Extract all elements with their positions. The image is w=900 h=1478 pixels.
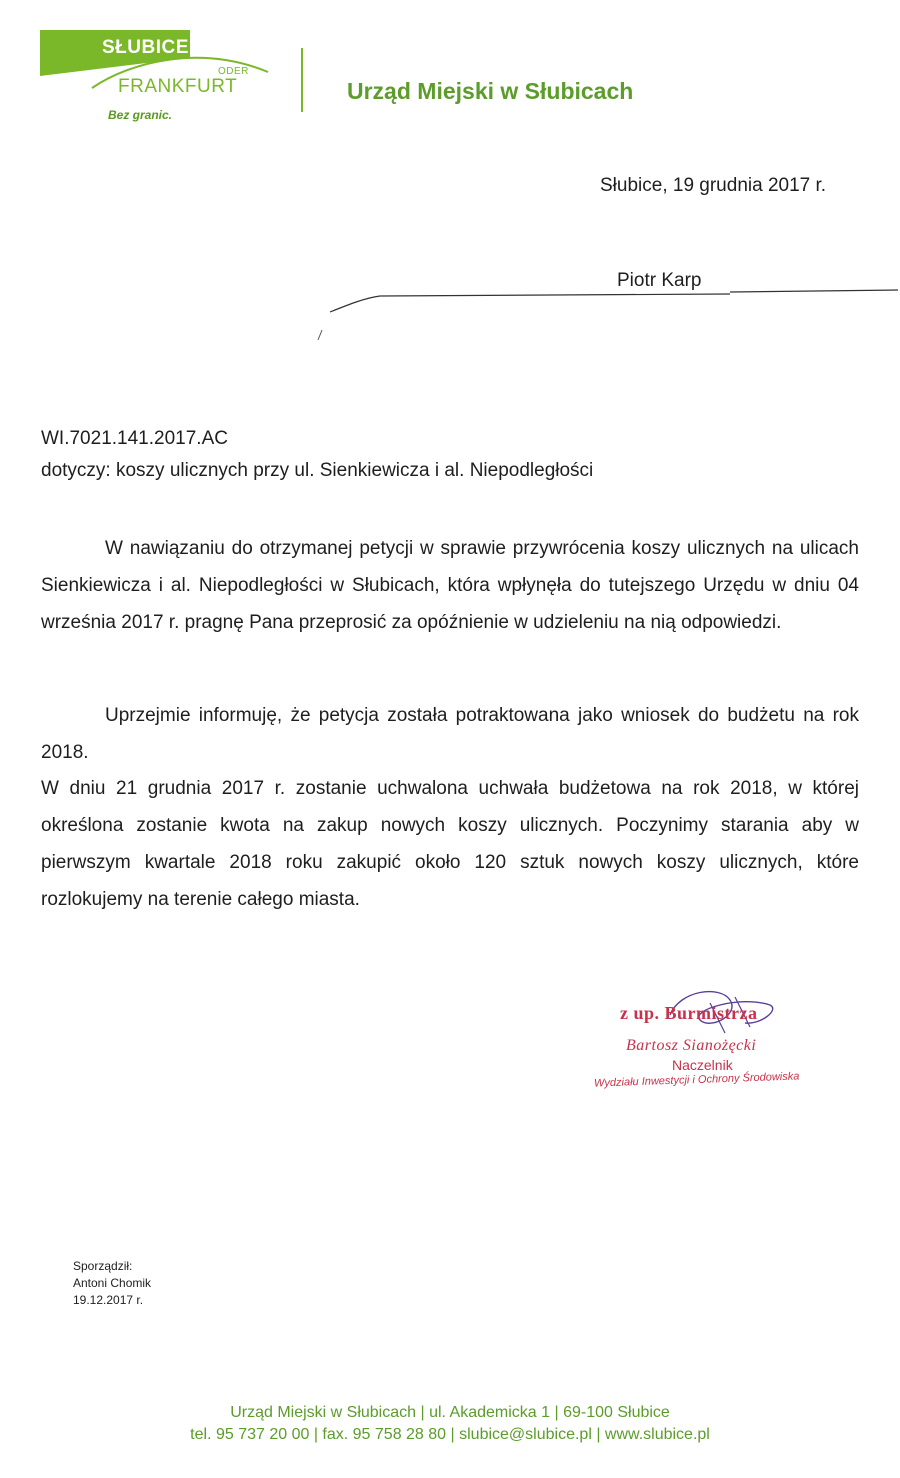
logo-oder-text: ODER (218, 66, 249, 77)
stamp-department: Wydziału Inwestycji i Ochrony Środowiska (593, 1070, 800, 1090)
logo-tagline: Bez granic. (108, 108, 173, 122)
letter-subject: dotyczy: koszy ulicznych przy ul. Sienkiewicza i al. Niepodległości (41, 460, 594, 481)
header-divider (301, 48, 303, 112)
footer (0, 1402, 900, 1446)
address-line-scribble (310, 270, 900, 350)
prepared-by-date: 19.12.2017 r. (73, 1293, 144, 1307)
recipient-name: Piotr Karp (617, 270, 702, 291)
city-logo (40, 20, 270, 130)
prepared-by-name: Antoni Chomik (73, 1276, 152, 1290)
prepared-by-block (73, 1258, 151, 1309)
logo-frankfurt-text: FRANKFURT (118, 76, 238, 97)
body-paragraph-3: W dniu 21 grudnia 2017 r. zostanie uchwalona uchwała budżetowa na rok 2018, w której określona zostanie kwota na zakup nowych koszy ulicznych. Poczynimy starania aby w pierwszym kwartale 2018 roku zakupić około 120 sztuk nowych koszy ulicznych, które rozlokujemy na terenie całego miasta. (41, 778, 859, 910)
letter-date: Słubice, 19 grudnia 2017 r. (600, 175, 827, 196)
prepared-by-label: Sporządził: (73, 1259, 133, 1273)
signature-stamp (590, 985, 850, 1105)
stamp-signer-name: Bartosz Sianożęcki (626, 1037, 757, 1054)
logo-brand-text: SŁUBICE (102, 37, 189, 58)
body-paragraph-2: Uprzejmie informuję, że petycja została potraktowana jako wniosek do budżetu na rok 2018. (41, 705, 859, 763)
office-name: Urząd Miejski w Słubicach (347, 78, 634, 104)
footer-address: Urząd Miejski w Słubicach | ul. Akademicka 1 | 69-100 Słubice (230, 1404, 670, 1421)
body-paragraph-1: W nawiązaniu do otrzymanej petycji w sprawie przywrócenia koszy ulicznych na ulicach Sienkiewicza i al. Niepodległości w Słubicach, która wpłynęła do tutejszego Urzędu w dniu 04 września 2017 r. pragnę Pana przeprosić za opóźnienie w udzieleniu na nią odpowiedzi. (41, 538, 859, 633)
footer-contact: tel. 95 737 20 00 | fax. 95 758 28 80 | slubice@slubice.pl | www.slubice.pl (190, 1426, 710, 1443)
stamp-signer-title: Naczelnik (672, 1057, 733, 1073)
reference-number: WI.7021.141.2017.AC (41, 428, 228, 449)
stamp-authorization: z up. Burmistrza (620, 1003, 758, 1023)
